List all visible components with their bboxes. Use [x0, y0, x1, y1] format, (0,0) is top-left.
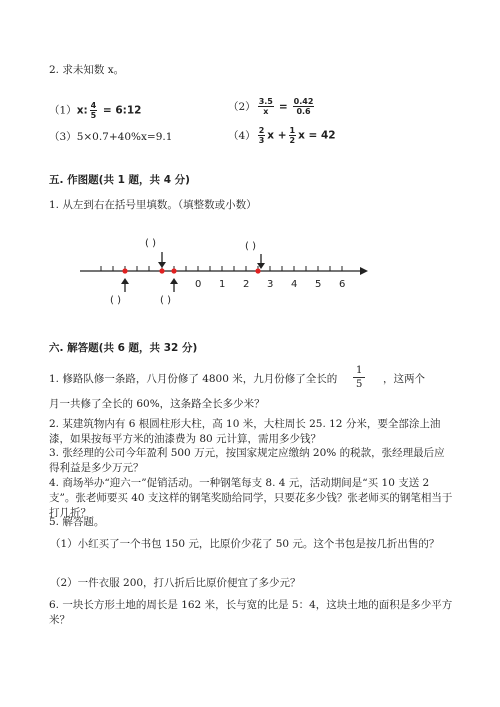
equation-1-lhs: x: [76, 104, 88, 117]
section-6-heading: 六. 解答题(共 6 题，共 32 分) [49, 342, 198, 354]
equation-2 [228, 97, 316, 116]
section-6-question-5-part-1: （1）小红买了一个书包 150 元，比原价少花了 50 元。这个书包是按几折出售的？ [50, 538, 440, 550]
equation-3-text: 5×0.7+40%x=9.1 [76, 131, 173, 143]
tick-label-2: 2 [243, 279, 250, 290]
number-line [0, 232, 500, 322]
equation-1-label: （1） [49, 104, 77, 117]
equation-2-left-fraction: $\frac{3.5}{x}$ [258, 97, 273, 116]
axis-ticks [101, 266, 342, 271]
equation-1-fraction: $\frac{4}{5}$ [90, 101, 97, 120]
blank-lower-2: ( ) [160, 295, 171, 306]
blank-upper-2: ( ) [245, 241, 256, 252]
tick-label-1: 1 [219, 279, 226, 290]
equation-4-fraction-a: $\frac{2}{3}$ [258, 126, 265, 145]
arrow-down-1 [158, 252, 166, 268]
section-6-question-1-line-2: 月一共修了全长的 60%，这条路全长多少米？ [49, 398, 265, 410]
equation-1-rhs: = 6:12 [99, 104, 142, 117]
section-5-heading: 五. 作图题(共 1 题，共 4 分) [49, 174, 190, 186]
equation-4-mid: x + [267, 129, 287, 142]
section-6-question-1-line-1: 1. 修路队修一条路，八月份修了 4800 米，九月份修了全长的 [49, 373, 338, 385]
section-5-question-1: 1. 从左到右在括号里填数。（填整数或小数） [49, 199, 257, 211]
question-2-title: 2. 求未知数 x。 [49, 64, 125, 76]
section-6-question-4: 4. 商场举办“迎六一”促销活动。一种钢笔每支 8. 4 元，活动期间是“买 10 支送 2 支”。张老师要买 40 支这样的钢笔奖励给同学，只要花多少钱？张老师买的钢笔相当于打几折？ [49, 477, 453, 520]
axis-arrow-head [360, 267, 368, 275]
point-a [122, 268, 127, 273]
section-6-question-1-tail: ，这两个 [383, 373, 425, 385]
equation-3-label: （3） [49, 131, 77, 143]
point-d [255, 268, 260, 273]
equation-2-label: （2） [228, 101, 256, 113]
equation-4 [228, 126, 336, 145]
arrow-up-1 [121, 278, 129, 292]
question-1-fraction: $\frac{1}{5}$ [353, 364, 365, 391]
point-b [159, 268, 164, 273]
section-6-question-2: 2. 某建筑物内有 6 根圆柱形大柱，高 10 米，大柱周长 25. 12 分米，要全部涂上油漆，如果按每平方米的油漆费为 80 元计算，需用多少钱？ [49, 418, 441, 446]
tick-label-5: 5 [315, 279, 322, 290]
blank-lower-1: ( ) [110, 295, 121, 306]
equation-2-equals: = [278, 100, 288, 113]
tick-label-6: 6 [339, 279, 346, 290]
section-6-question-3: 3. 张经理的公司今年盈利 500 万元，按国家规定应缴纳 20% 的税款，张经理最后应得利益是多少万元？ [49, 447, 445, 475]
equation-4-end: x = 42 [298, 129, 336, 142]
blank-upper-1: ( ) [145, 238, 156, 249]
equation-1 [49, 101, 141, 120]
tick-label-0: 0 [195, 279, 202, 290]
equation-3 [49, 129, 172, 144]
tick-label-4: 4 [291, 279, 298, 290]
section-6-question-6: 6. 一块长方形土地的周长是 162 米，长与宽的比是 5：4，这块土地的面积是多少平方米？ [49, 599, 453, 627]
tick-label-3: 3 [267, 279, 274, 290]
equation-4-label: （4） [228, 130, 256, 142]
section-6-question-5: 5. 解答题。 [49, 516, 105, 528]
equation-4-fraction-b: $\frac{1}{2}$ [289, 126, 296, 145]
point-c [171, 268, 176, 273]
equation-2-right-fraction: $\frac{0.42}{0.6}$ [293, 97, 314, 116]
arrow-up-2 [170, 278, 178, 292]
section-6-question-5-part-2: （2）一件衣服 200，打八折后比原价便宜了多少元？ [50, 577, 301, 589]
